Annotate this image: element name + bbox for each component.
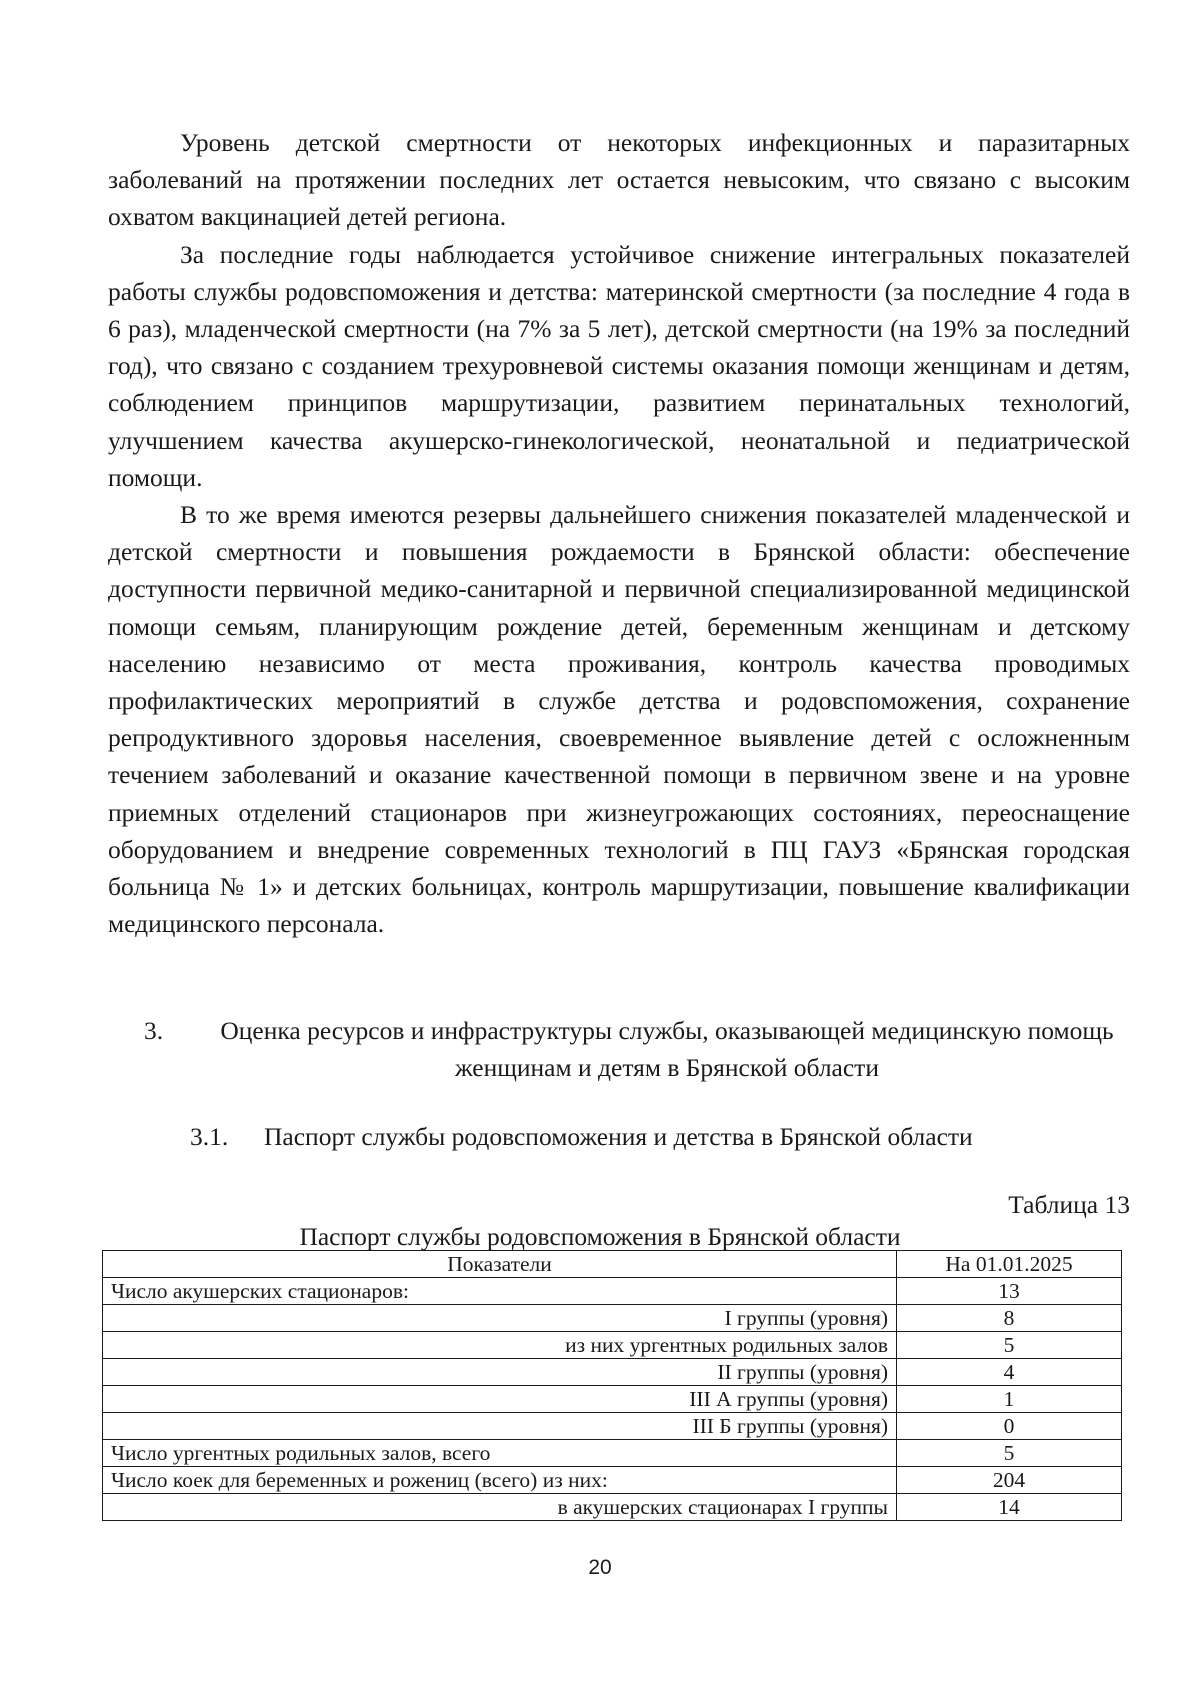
table-caption: Паспорт службы родовспоможения в Брянской области [299,1222,901,1251]
page-number: 20 [588,1556,612,1579]
row-value: 8 [897,1305,1122,1332]
row-value: 204 [897,1467,1122,1494]
row-indicator: из них ургентных родильных залов [103,1332,897,1359]
section-number: 3. [144,1016,164,1045]
row-indicator: III Б группы (уровня) [103,1413,897,1440]
passport-table [102,1250,1122,1521]
header-value: На 01.01.2025 [897,1251,1122,1278]
subsection-title: Паспорт службы родовспоможения и детства в Брянской области [264,1122,973,1151]
subsection-number: 3.1. [190,1122,229,1151]
paragraph-reserves: В то же время имеются резервы дальнейшего снижения показателей младенческой и детской смертности и повышения рождаемости в Брянской области: обеспечение доступности первичной медико-санитарной и первичной специализированной медицинской помощи семьям, планирующим рождение детей, беременным женщинам и детскому населению независимо от места проживания, контроль качества проводимых профилактических мероприятий в службе детства и родовспоможения, сохранение репродуктивного здоровья населения, своевременное выявление детей с осложненным течением заболеваний и оказание качественной помощи в первичном звене и на уровне приемных отделений стационаров при жизнеугрожающих состояниях, переоснащение оборудованием и внедрение современных технологий в ПЦ ГАУЗ «Брянская городская больница № 1» и детских больницах, контроль маршрутизации, повышение квалификации медицинского персонала. [108,500,1130,939]
row-indicator: Число коек для беременных и рожениц (всего) из них: [103,1467,897,1494]
body-text [108,124,1130,942]
table-row [103,1467,1122,1494]
table-row [103,1278,1122,1305]
table-row [103,1440,1122,1467]
table-row [103,1332,1122,1359]
row-value: 14 [897,1494,1122,1521]
paragraph-vaccination: Уровень детской смертности от некоторых инфекционных и паразитарных заболеваний на протяжении последних лет остается невысоким, что связано с высоким охватом вакцинацией детей региона. [108,128,1130,232]
row-indicator: II группы (уровня) [103,1359,897,1386]
table-header-row [103,1251,1122,1278]
header-indicator: Показатели [103,1251,897,1278]
subsection-heading [190,1118,973,1155]
row-indicator: Число акушерских стационаров: [103,1278,897,1305]
row-indicator: III А группы (уровня) [103,1386,897,1413]
table-row [103,1359,1122,1386]
table-row [103,1386,1122,1413]
row-value: 13 [897,1278,1122,1305]
row-value: 1 [897,1386,1122,1413]
row-value: 0 [897,1413,1122,1440]
table-row [103,1413,1122,1440]
section-heading [108,1012,1130,1086]
section-title: Оценка ресурсов и инфраструктуры службы, оказывающей медицинскую помощь женщинам и детям в Брянской области [220,1016,1114,1082]
row-indicator: Число ургентных родильных залов, всего [103,1440,897,1467]
table-row [103,1305,1122,1332]
table-row [103,1494,1122,1521]
row-value: 4 [897,1359,1122,1386]
table-label: Таблица 13 [1008,1190,1130,1219]
row-value: 5 [897,1440,1122,1467]
row-indicator: I группы (уровня) [103,1305,897,1332]
row-value: 5 [897,1332,1122,1359]
row-indicator: в акушерских стационарах I группы [103,1494,897,1521]
paragraph-indicators: За последние годы наблюдается устойчивое снижение интегральных показателей работы службы родовспоможения и детства: материнской смертности (за последние 4 года в 6 раз), младенческой смертности (на 7% за 5 лет), детской смертности (на 19% за последний год), что связано с созданием трехуровневой системы оказания помощи женщинам и детям, соблюдением принципов маршрутизации, развитием перинатальных технологий, улучшением качества акушерско-гинекологической, неонатальной и педиатрической помощи. [108,239,1130,492]
